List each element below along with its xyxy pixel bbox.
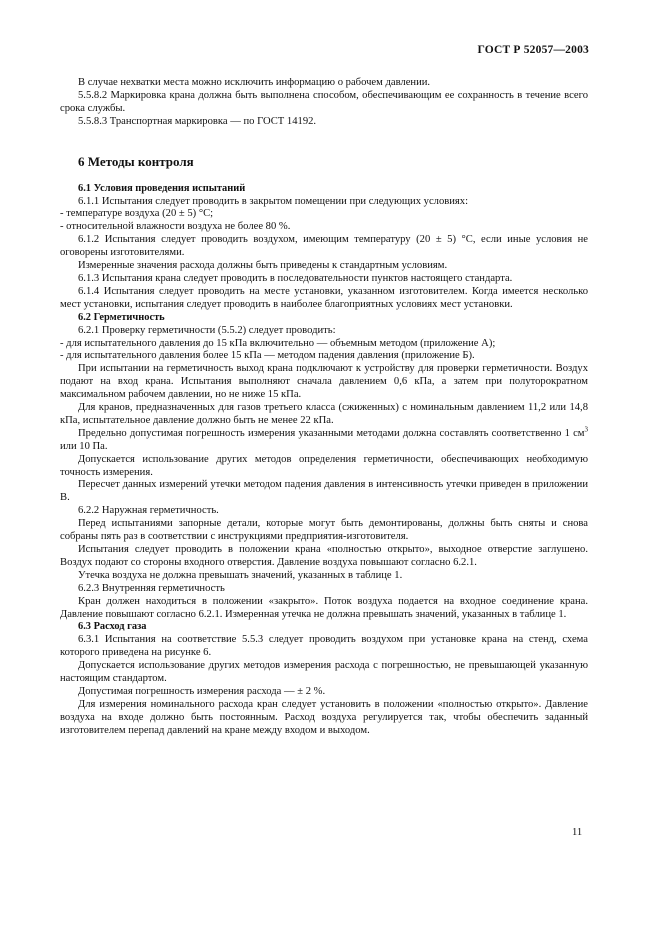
paragraph: 6.1.1 Испытания следует проводить в закрытом помещении при следующих условиях: (78, 195, 469, 207)
paragraph: Допускается использование других методов определения герметичности, обеспечивающих необходимую точность измерения. (60, 453, 588, 478)
paragraph: 6.1.3 Испытания крана следует проводить в последовательности пунктов настоящего стандарта. (78, 272, 513, 284)
paragraph: 6.2.1 Проверку герметичности (5.5.2) следует проводить: (78, 324, 336, 336)
paragraph: 6.2.2 Наружная герметичность. (78, 505, 219, 517)
paragraph: При испытании на герметичность выход крана подключают к устройству для проверки герметичности. Воздух подают на вход крана. Испытания выполняют сначала давлением 0,6 кПа, а затем при полуторократном максимальном рабочем давлении, но не ниже 15 кПа. (60, 363, 588, 401)
paragraph: Испытания следует проводить в положении крана «полностью открыто», выходное отверстие заглушено. Воздух подают со стороны входного отверстия. Давление воздуха повышают согласно 6.2.1. (60, 544, 588, 568)
paragraph: Перед испытаниями запорные детали, которые могут быть демонтированы, должны быть сняты и снова собраны пять раз в соответствии с инструкциями предприятия-изготовителя. (60, 518, 588, 543)
text-fragment: Предельно допустимая погрешность измерения указанными методами должна составлять соответственно 1 см (78, 427, 585, 439)
page-content (60, 77, 588, 738)
paragraph: Допустимая погрешность измерения расхода — ± 2 %. (78, 685, 326, 697)
page-number: 11 (572, 827, 583, 838)
list-item: - температуре воздуха (20 ± 5) °С; (60, 208, 214, 220)
subsection-title: 6.3 Расход газа (78, 621, 147, 633)
paragraph: 5.5.8.2 Маркировка крана должна быть выполнена способом, обеспечивающим ее сохранность в течение всего срока службы. (60, 89, 588, 114)
paragraph: Для кранов, предназначенных для газов третьего класса (сжиженных) с номинальным давлением 11,2 или 14,8 кПа, испытательное давление должно быть не менее 22 кПа. (60, 402, 588, 426)
paragraph: 6.1.4 Испытания следует проводить на месте установки, указанном изготовителем. Когда имеется несколько мест установки, испытания следует проводить в наиболее благоприятных условиях мест установки. (60, 285, 588, 310)
paragraph: 6.1.2 Испытания следует проводить воздухом, имеющим температуру (20 ± 5) °С, если иные условия не оговорены изготовителями. (60, 234, 588, 259)
paragraph: Пересчет данных измерений утечки методом падения давления в интенсивность утечки приведен в приложении В. (60, 479, 588, 504)
paragraph: Утечка воздуха не должна превышать значений, указанных в таблице 1. (78, 569, 403, 581)
list-item: - относительной влажности воздуха не более 80 %. (60, 221, 291, 233)
subsection-title: 6.2 Герметичность (78, 311, 165, 323)
list-item: - для испытательного давления до 15 кПа включительно — объемным методом (приложение А); (60, 337, 496, 349)
paragraph: В случае нехватки места можно исключить информацию о рабочем давлении. (78, 77, 431, 88)
paragraph (60, 425, 588, 454)
list-item: - для испытательного давления более 15 кПа — методом падения давления (приложение Б). (60, 350, 475, 362)
paragraph: 6.3.1 Испытания на соответствие 5.5.3 следует проводить воздухом при установке крана на стенд, схема которого приведена на рисунке 6. (60, 634, 588, 659)
superscript: 3 (584, 425, 588, 434)
page-header: ГОСТ Р 52057—2003 (477, 44, 589, 56)
paragraph: Кран должен находиться в положении «закрыто». Поток воздуха подается на входное соединение крана. Давление повышают согласно 6.2.1. Измеренная утечка не должна превышать значений, указанных в таблице 1. (60, 595, 588, 620)
paragraph: Для измерения номинального расхода кран следует установить в положении «полностью открыто». Давление воздуха на входе должно быть постоянным. Расход воздуха регулируется так, чтобы обеспечить заданный изготовителем перепад давлений на кране между входом и выходом. (60, 698, 588, 736)
text-fragment: или 10 Па. (60, 440, 108, 452)
paragraph: 5.5.8.3 Транспортная маркировка — по ГОСТ 14192. (78, 115, 317, 127)
section-title: 6 Методы контроля (78, 153, 194, 169)
subsection-title: 6.1 Условия проведения испытаний (78, 182, 246, 194)
paragraph: 6.2.3 Внутренняя герметичность (78, 582, 225, 594)
paragraph: Измеренные значения расхода должны быть приведены к стандартным условиям. (78, 260, 448, 272)
paragraph: Допускается использование других методов измерения расхода с погрешностью, не превышающей указанную настоящим стандартом. (60, 660, 588, 685)
